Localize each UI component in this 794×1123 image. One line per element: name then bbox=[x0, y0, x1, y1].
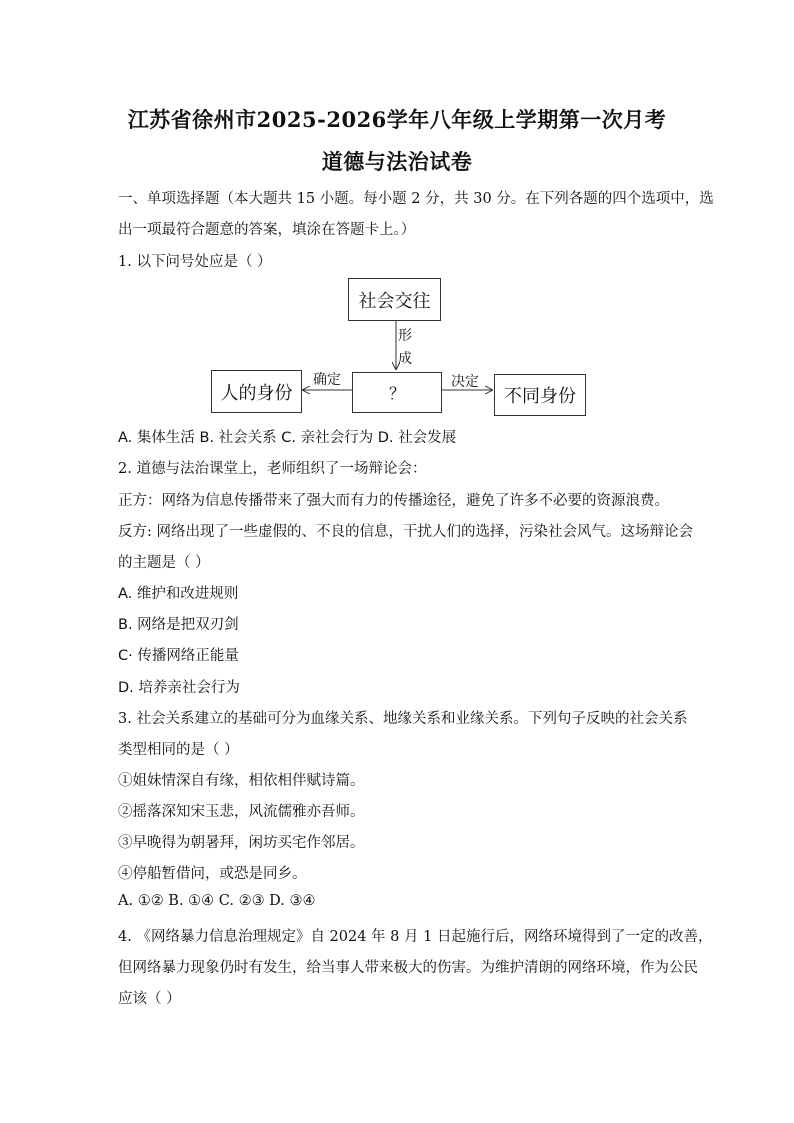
label-determine: 确定 bbox=[313, 372, 341, 388]
box-different-identities: 不同身份 bbox=[494, 374, 586, 416]
question-2-option-d: D. 培养亲社会行为 bbox=[118, 680, 240, 696]
box-social-interaction: 社会交往 bbox=[348, 278, 441, 321]
question-2-con-line-1: 反方: 网络出现了一些虚假的、不良的信息，干扰人们的选择，污染社会风气。这场辩论会 bbox=[118, 524, 693, 540]
label-form-2: 成 bbox=[398, 351, 412, 367]
question-1-diagram bbox=[0, 270, 794, 420]
question-1-options: A. 集体生活 B. 社会关系 C. 亲社会行为 D. 社会发展 bbox=[118, 430, 457, 446]
question-2-option-c: C· 传播网络正能量 bbox=[118, 648, 239, 664]
question-4-stem-line-1: 4. 《网络暴力信息治理规定》自 2024 年 8 月 1 日起施行后，网络环境得到了一定的改善， bbox=[118, 929, 713, 945]
question-3-item-3: ③早晚得为朝暑拜，闲坊买宅作邻居。 bbox=[118, 835, 365, 851]
question-3-stem-line-1: 3. 社会关系建立的基础可分为血缘关系、地缘关系和业缘关系。下列句子反映的社会关系 bbox=[118, 711, 688, 727]
label-form-1: 形 bbox=[398, 328, 412, 344]
question-4-stem-line-2: 但网络暴力现象仍时有发生，给当事人带来极大的伤害。为维护清朗的网络环境，作为公民 bbox=[118, 960, 698, 976]
section-intro-line-1: 一、单项选择题（本大题共 15 小题。每小题 2 分，共 30 分。在下列各题的四个选项中，选 bbox=[118, 191, 714, 207]
question-2-stem: 2. 道德与法治课堂上，老师组织了一场辩论会： bbox=[118, 461, 427, 477]
exam-title: 江苏省徐州市2025-2026学年八年级上学期第一次月考 bbox=[127, 107, 667, 132]
question-3-item-2: ②摇落深知宋玉悲，风流儒雅亦吾师。 bbox=[118, 804, 365, 820]
label-decide: 决定 bbox=[451, 374, 479, 390]
question-2-option-b: B. 网络是把双刃剑 bbox=[118, 617, 239, 633]
question-3-item-4: ④停船暂借问，或恐是同乡。 bbox=[118, 866, 307, 882]
question-3-item-1: ①姐妹情深自有缘，相依相伴赋诗篇。 bbox=[118, 773, 365, 789]
question-4-stem-line-3: 应该（ ） bbox=[118, 991, 181, 1007]
question-2-con-line-2: 的主题是（ ） bbox=[118, 555, 210, 571]
exam-subtitle: 道德与法治试卷 bbox=[321, 149, 473, 174]
question-2-pro: 正方：网络为信息传播带来了强大而有力的传播途径，避免了许多不必要的资源浪费。 bbox=[118, 493, 669, 509]
question-3-stem-line-2: 类型相同的是（ ） bbox=[118, 742, 239, 758]
box-personal-identity: 人的身份 bbox=[211, 370, 302, 413]
box-question-mark: ？ bbox=[352, 372, 442, 413]
question-2-option-a: A. 维护和改进规则 bbox=[118, 586, 239, 602]
question-1-stem: 1. 以下问号处应是（ ） bbox=[118, 254, 272, 270]
question-3-options: A. ①② B. ①④ C. ②③ D. ③④ bbox=[118, 893, 316, 909]
section-intro-line-2: 出一项最符合题意的答案，填涂在答题卡上。） bbox=[118, 222, 416, 238]
